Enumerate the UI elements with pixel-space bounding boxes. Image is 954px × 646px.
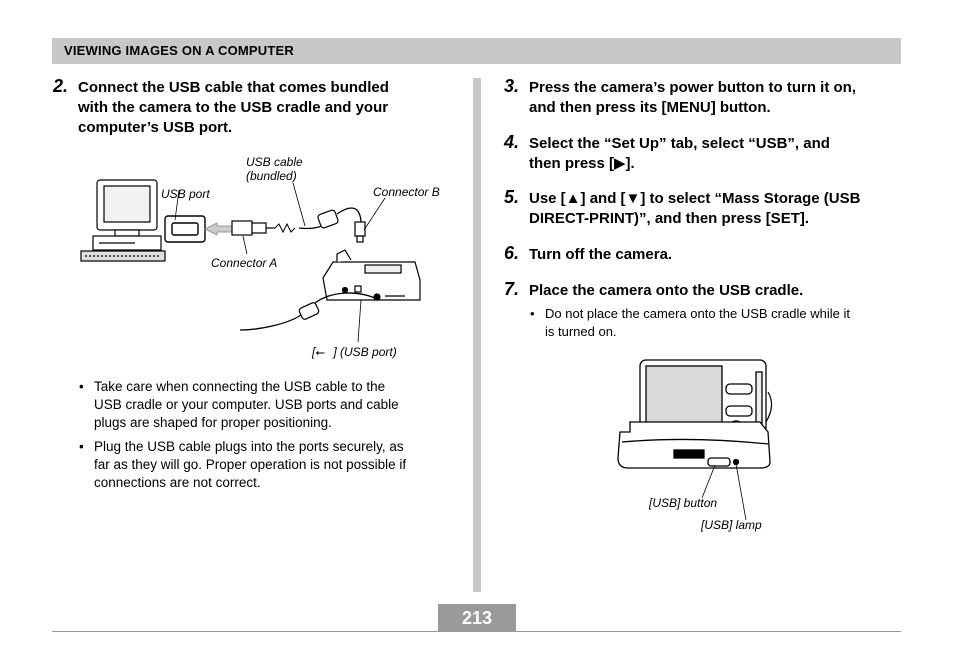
step-5 (504, 189, 904, 231)
step-text-line: Connect the USB cable that comes bundled (78, 79, 389, 96)
usb-port-icon (165, 216, 205, 242)
note-item (77, 438, 467, 492)
usb-cradle-icon (323, 250, 420, 300)
left-notes-list (77, 378, 467, 498)
step-text-line: Place the camera onto the USB cradle. (529, 282, 804, 299)
computer-monitor-icon (97, 180, 157, 236)
usb-lamp-icon (734, 460, 739, 465)
step-number: 2. (53, 76, 69, 96)
connector-a-label: Connector A (211, 256, 278, 270)
step-number: 7. (504, 279, 520, 299)
power-cable-line (766, 392, 772, 422)
note-line: • Do not place the camera onto the USB cradle while it (545, 306, 850, 321)
connector-b-label: Connector B (373, 185, 440, 199)
note-line: is turned on. (545, 324, 617, 339)
step-2 (53, 78, 473, 140)
note-item (77, 378, 467, 432)
step-number: 6. (504, 243, 520, 263)
right-notes-list (528, 305, 908, 347)
note-item (528, 305, 908, 341)
step-text (78, 78, 389, 138)
usb-port-symbol-label (312, 345, 397, 359)
cable-break-icon (275, 224, 295, 232)
computer-base-icon (81, 236, 165, 261)
step-text-line: then press [▶]. (529, 155, 635, 172)
step-text-line: Use [▲] and [▼] to select “Mass Storage (USB (529, 190, 861, 207)
usb-cable-label-line: (bundled) (246, 169, 297, 183)
connector-a-plug-icon (232, 221, 275, 235)
usb-cable-label-line: USB cable (246, 155, 303, 169)
step-text-line: with the camera to the USB cradle and your (78, 99, 389, 116)
section-header-bar (52, 38, 901, 64)
step-text-line: DIRECT-PRINT)”, and then press [SET]. (529, 210, 810, 227)
connector-b-plug-icon (355, 222, 365, 242)
step-text-line: Turn off the camera. (529, 246, 673, 263)
usb-port-symbol-text: ] (USB port) (333, 345, 397, 359)
step-number: 4. (504, 132, 520, 152)
step-7 (504, 281, 904, 303)
usb-cradle-icon (618, 422, 770, 468)
step-number: 5. (504, 187, 520, 207)
step-text (529, 281, 803, 301)
usb-port-symbol-bracket: [ (312, 345, 316, 359)
step-text (529, 78, 856, 118)
footer-rule (52, 631, 901, 632)
step-6 (504, 245, 904, 267)
section-title: VIEWING IMAGES ON A COMPUTER (64, 43, 294, 58)
step-text-line: Select the “Set Up” tab, select “USB”, and (529, 135, 830, 152)
step-text-line: Press the camera’s power button to turn it on, (529, 79, 856, 96)
step-text (529, 189, 860, 229)
column-divider (473, 78, 481, 592)
note-line: connections are not correct. (94, 475, 261, 490)
step-text-line: computer’s USB port. (78, 119, 233, 136)
usb-button-icon (708, 458, 730, 466)
usb-symbol-icon: ⭠ (315, 345, 325, 359)
note-line: • Take care when connecting the USB cable to the (94, 379, 386, 394)
note-line: USB cradle or your computer. USB ports and cable (94, 397, 399, 412)
ferrite-core-icon (317, 209, 339, 228)
ferrite-core-icon (298, 302, 319, 320)
step-text (529, 245, 672, 265)
page-number: 213 (438, 604, 516, 632)
usb-button-label: [USB] button (649, 496, 718, 510)
usb-cable-label (246, 155, 303, 183)
note-line: far as they will go. Proper operation is not possible if (94, 457, 407, 472)
step-number: 3. (504, 76, 520, 96)
insert-arrow-icon (205, 223, 233, 235)
usb-port-label: USB port (161, 187, 210, 201)
usb-lamp-label: [USB] lamp (701, 518, 762, 532)
step-3 (504, 78, 904, 120)
step-text-line: and then press its [MENU] button. (529, 99, 771, 116)
step-text (529, 134, 830, 174)
note-line: • Plug the USB cable plugs into the ports securely, as (94, 439, 404, 454)
note-line: plugs are shaped for proper positioning. (94, 415, 332, 430)
step-4 (504, 134, 904, 176)
